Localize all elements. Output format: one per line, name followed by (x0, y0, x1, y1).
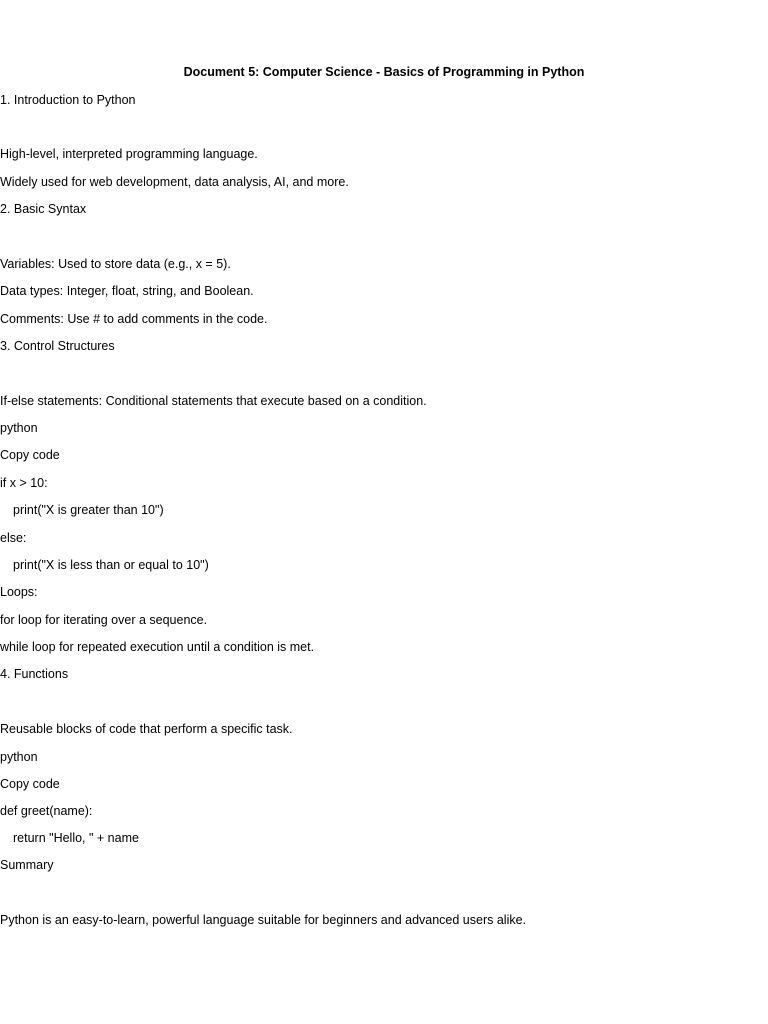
section-heading-control-structures: 3. Control Structures (0, 339, 115, 353)
code-line: return "Hello, " + name (13, 831, 139, 845)
text-line: High-level, interpreted programming language. (0, 147, 258, 161)
section-heading-summary: Summary (0, 858, 54, 872)
code-line: if x > 10: (0, 476, 48, 490)
section-heading-basic-syntax: 2. Basic Syntax (0, 202, 87, 216)
text-line: while loop for repeated execution until a condition is met. (0, 640, 315, 654)
text-line: for loop for iterating over a sequence. (0, 613, 208, 627)
text-line: Widely used for web development, data analysis, AI, and more. (0, 175, 349, 189)
text-line: If-else statements: Conditional statements that execute based on a condition. (0, 394, 427, 408)
text-line: Variables: Used to store data (e.g., x = 5). (0, 257, 231, 271)
code-line: print("X is greater than 10") (13, 503, 164, 517)
document-title: Document 5: Computer Science - Basics of Programming in Python (183, 65, 585, 79)
code-line: print("X is less than or equal to 10") (13, 558, 209, 572)
section-heading-functions: 4. Functions (0, 667, 69, 681)
text-line: Comments: Use # to add comments in the code. (0, 312, 268, 326)
code-language-label: python (0, 750, 38, 764)
section-heading-introduction: 1. Introduction to Python (0, 93, 136, 107)
code-line: else: (0, 531, 27, 545)
copy-code-label: Copy code (0, 777, 60, 791)
text-line: Python is an easy-to-learn, powerful language suitable for beginners and advanced users alike. (0, 913, 527, 927)
copy-code-label: Copy code (0, 448, 60, 462)
code-language-label: python (0, 421, 38, 435)
text-line: Loops: (0, 585, 38, 599)
text-line: Reusable blocks of code that perform a specific task. (0, 722, 293, 736)
code-line: def greet(name): (0, 804, 93, 818)
text-line: Data types: Integer, float, string, and Boolean. (0, 284, 254, 298)
